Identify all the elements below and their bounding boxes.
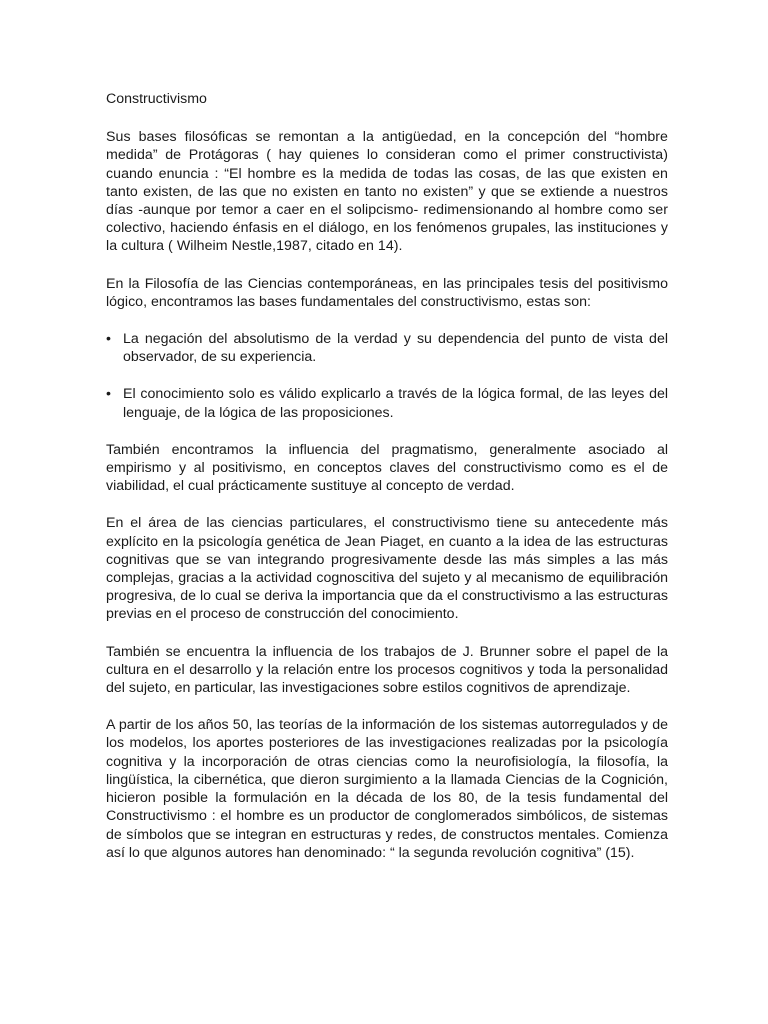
list-item-text: La negación del absolutismo de la verdad y su dependencia del punto de vista del observador, de su experiencia. bbox=[123, 331, 668, 366]
paragraph-philosophy-of-science: En la Filosofía de las Ciencias contemporáneas, en las principales tesis del positivismo lógico, encontramos las bases fundamentales del constructivismo, estas son: bbox=[106, 275, 668, 310]
paragraph-cognitive-sciences: A partir de los años 50, las teorías de la información de los sistemas autorregulados y de los modelos, los aportes posteriores de las investigaciones realizadas por la psicología cognitiva y la incorporación de otras ciencias como la neurofisiología, la filosofía, la lingüística, la cibernética, que dieron surgimiento a la llamada Ciencias de la Cognición, hicieron posible la formulación en la década de los 80, de la tesis fundamental del Constructivismo : el hombre es un productor de conglomerados simbólicos, de sistemas de símbolos que se integran en estructuras y redes, de constructos mentales. Comienza así lo que algunos autores han denominado: “ la segunda revolución cognitiva” (15). bbox=[106, 717, 668, 861]
bullet-icon: • bbox=[106, 386, 111, 403]
bullet-icon: • bbox=[106, 331, 111, 348]
paragraph-piaget: En el área de las ciencias particulares, el constructivismo tiene su antecedente más explícito en la psicología genética de Jean Piaget, en cuanto a la idea de las estructuras cognitivas que se van integrando progresivamente desde las más simples a las más complejas, gracias a la actividad cognoscitiva del sujeto y al mecanismo de equilibración progresiva, de lo cual se deriva la importancia que da el constructivismo a las estructuras previas en el proceso de construcción del conocimiento. bbox=[106, 515, 668, 623]
bullet-list bbox=[106, 330, 668, 422]
paragraph-origins: Sus bases filosóficas se remontan a la antigüedad, en la concepción del “hombre medida” de Protágoras ( hay quienes lo consideran como el primer constructivista) cuando enuncia : “El hombre es la medida de todas las cosas, de las que existen en tanto existen, de las que no existen en tanto no existen” y que se extiende a nuestros días -aunque por temor a caer en el solipcismo- redimensionando al hombre como ser colectivo, haciendo énfasis en el diálogo, en los fenómenos grupales, las instituciones y la cultura ( Wilheim Nestle,1987, citado en 14). bbox=[106, 129, 668, 255]
paragraph-pragmatism: También encontramos la influencia del pragmatismo, generalmente asociado al empirismo y al positivismo, en conceptos claves del constructivismo como es el de viabilidad, el cual prácticamente sustituye al concepto de verdad. bbox=[106, 441, 668, 495]
list-item-text: El conocimiento solo es válido explicarlo a través de la lógica formal, de las leyes del lenguaje, de la lógica de las proposiciones. bbox=[123, 386, 668, 421]
list-item bbox=[106, 330, 668, 366]
paragraph-brunner: También se encuentra la influencia de los trabajos de J. Brunner sobre el papel de la cultura en el desarrollo y la relación entre los procesos cognitivos y toda la personalidad del sujeto, en particular, las investigaciones sobre estilos cognitivos de aprendizaje. bbox=[106, 643, 668, 697]
document-title: Constructivismo bbox=[106, 91, 207, 107]
list-item bbox=[106, 385, 668, 421]
